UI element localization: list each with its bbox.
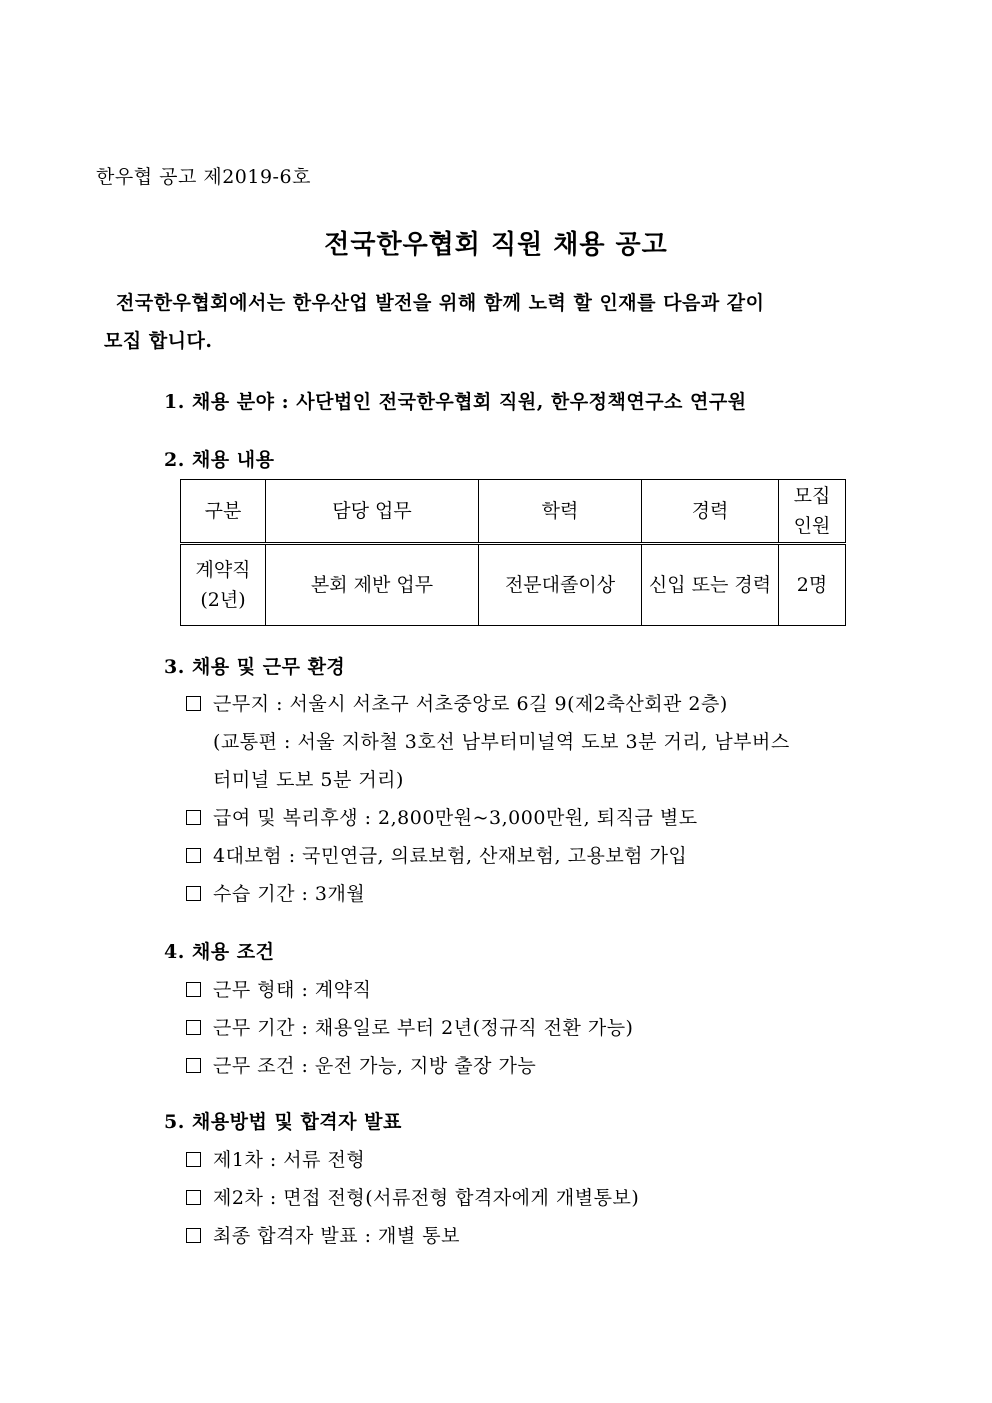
list-item bbox=[186, 803, 698, 830]
header-count-line-1: 모집 bbox=[793, 485, 831, 507]
checkbox-square-icon bbox=[186, 848, 201, 863]
list-item bbox=[186, 1221, 460, 1248]
table-row bbox=[181, 544, 846, 626]
list-item bbox=[186, 1013, 633, 1040]
list-item bbox=[186, 841, 687, 868]
section-4-heading: 4. 채용 조건 bbox=[164, 941, 275, 963]
item-text: 최종 합격자 발표 : 개별 통보 bbox=[213, 1225, 460, 1247]
page-title: 전국한우협회 직원 채용 공고 bbox=[324, 230, 668, 260]
checkbox-square-icon bbox=[186, 1058, 201, 1073]
list-item bbox=[186, 1145, 365, 1172]
table-header-row bbox=[181, 480, 846, 544]
intro-line-2: 모집 합니다. bbox=[104, 330, 213, 352]
section-2-heading: 2. 채용 내용 bbox=[164, 449, 275, 471]
cell-education: 전문대졸이상 bbox=[479, 544, 642, 626]
cell-category-line-2: (2년) bbox=[200, 589, 246, 611]
cell-duty: 본회 제반 업무 bbox=[266, 544, 479, 626]
recruitment-table bbox=[180, 479, 846, 626]
cell-category bbox=[181, 544, 266, 626]
checkbox-square-icon bbox=[186, 696, 201, 711]
section-3-heading: 3. 채용 및 근무 환경 bbox=[164, 656, 346, 678]
item-text: 제2차 : 면접 전형(서류전형 합격자에게 개별통보) bbox=[213, 1187, 640, 1209]
item-text: 급여 및 복리후생 : 2,800만원~3,000만원, 퇴직금 별도 bbox=[213, 807, 698, 829]
list-item bbox=[186, 879, 365, 906]
item-text: 4대보험 : 국민연금, 의료보험, 산재보험, 고용보험 가입 bbox=[213, 845, 688, 867]
checkbox-square-icon bbox=[186, 982, 201, 997]
list-item bbox=[186, 1051, 536, 1078]
item-text: 근무지 : 서울시 서초구 서초중앙로 6길 9(제2축산회관 2층) bbox=[213, 693, 728, 715]
checkbox-square-icon bbox=[186, 810, 201, 825]
item-text: 수습 기간 : 3개월 bbox=[213, 883, 366, 905]
cell-category-line-1: 계약직 bbox=[195, 559, 251, 581]
checkbox-square-icon bbox=[186, 1228, 201, 1243]
intro-paragraph bbox=[104, 284, 864, 360]
checkbox-square-icon bbox=[186, 1152, 201, 1167]
item-text: 근무 형태 : 계약직 bbox=[213, 979, 372, 1001]
header-career: 경력 bbox=[642, 480, 779, 544]
checkbox-square-icon bbox=[186, 1190, 201, 1205]
cell-career: 신입 또는 경력 bbox=[642, 544, 779, 626]
header-duty: 담당 업무 bbox=[266, 480, 479, 544]
section-1-heading: 1. 채용 분야 : 사단법인 전국한우협회 직원, 한우정책연구소 연구원 bbox=[164, 391, 747, 413]
item-text: 근무 기간 : 채용일로 부터 2년(정규직 전환 가능) bbox=[213, 1017, 634, 1039]
section-5-heading: 5. 채용방법 및 합격자 발표 bbox=[164, 1111, 402, 1133]
header-education: 학력 bbox=[479, 480, 642, 544]
checkbox-square-icon bbox=[186, 1020, 201, 1035]
list-item bbox=[186, 1183, 639, 1210]
checkbox-square-icon bbox=[186, 886, 201, 901]
item-text: 제1차 : 서류 전형 bbox=[213, 1149, 366, 1171]
header-count-line-2: 인원 bbox=[793, 515, 831, 537]
notice-number: 한우협 공고 제2019-6호 bbox=[96, 166, 311, 188]
header-count bbox=[779, 480, 846, 544]
item-text: 근무 조건 : 운전 가능, 지방 출장 가능 bbox=[213, 1055, 537, 1077]
transport-line-2: 터미널 도보 5분 거리) bbox=[213, 769, 404, 791]
list-item bbox=[186, 975, 372, 1002]
header-category: 구분 bbox=[181, 480, 266, 544]
list-item bbox=[186, 689, 728, 716]
cell-count: 2명 bbox=[779, 544, 846, 626]
intro-line-1: 전국한우협회에서는 한우산업 발전을 위해 함께 노력 할 인재를 다음과 같이 bbox=[116, 292, 765, 314]
transport-line-1: (교통편 : 서울 지하철 3호선 남부터미널역 도보 3분 거리, 남부버스 bbox=[213, 731, 790, 753]
